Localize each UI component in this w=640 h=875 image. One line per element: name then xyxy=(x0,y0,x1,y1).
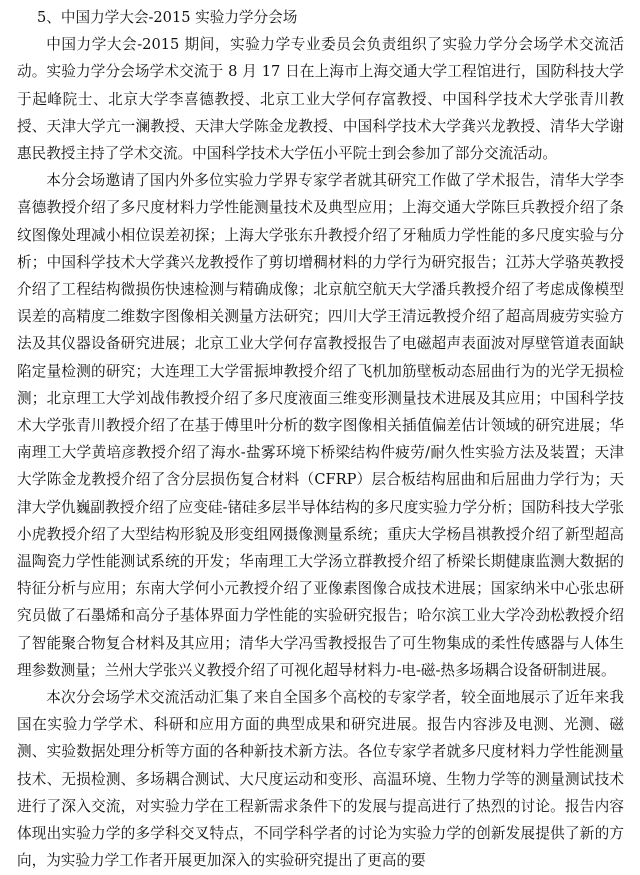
paragraph-session-overview: 中国力学大会-2015 期间，实验力学专业委员会负责组织了实验力学分会场学术交流活动。实验力学分会场学术交流于 8 月 17 日在上海市上海交通大学工程馆进行，国防科技大学于起峰院士、北京大学李喜德教授、北京工业大学何存富教授、中国科学技术大学张青川教授、天津大学亢一澜教授、天津大学陈金龙教授、中国科学技术大学龚兴龙教授、清华大学谢惠民教授主持了学术交流。中国科学技术大学伍小平院士到会参加了部分交流活动。 xyxy=(17,36,624,163)
section-heading: 5、中国力学大会-2015 实验力学分会场 xyxy=(37,9,298,26)
paragraph-summary: 本次分会场学术交流活动汇集了来自全国多个高校的专家学者，较全面地展示了近年来我国在实验力学学术、科研和应用方面的典型成果和研究进展。报告内容涉及电测、光测、磁测、实验数据处理分析等方面的各种新技术新方法。各位专家学者就多尺度材料力学性能测量技术、无损检测、多场耦合测试、大尺度运动和变形、高温环境、生物力学等的测量测试技术进行了深入交流，对实验力学在工程新需求条件下的发展与提高进行了热烈的讨论。报告内容体现出实验力学的多学科交叉特点，不同学科学者的讨论为实验力学的创新发展提供了新的方向，为实验力学工作者开展更加深入的实验研究提出了更高的要 xyxy=(17,689,624,870)
paragraph-reports: 本分会场邀请了国内外多位实验力学界专家学者就其研究工作做了学术报告，清华大学李喜德教授介绍了多尺度材料力学性能测量技术及典型应用；上海交通大学陈巨兵教授介绍了条纹图像处理减小相位误差初探；上海大学张东升教授介绍了牙釉质力学性能的多尺度实验与分析；中国科学技术大学龚兴龙教授作了剪切增稠材料的力学行为研究报告；江苏大学骆英教授介绍了工程结构微损伤快速检测与精确成像；北京航空航天大学潘兵教授介绍了考虑成像模型误差的高精度二维数字图像相关测量方法研究；四川大学王清远教授介绍了超高周疲劳实验方法及其仪器设备研究进展；北京工业大学何存富教授报告了电磁超声表面波对厚壁管道表面缺陷定量检测的研究；大连理工大学雷振坤教授介绍了飞机加筋壁板动态屈曲行为的光学无损检测；北京理工大学刘战伟教授介绍了多尺度液面三维变形测量技术进展及其应用；中国科学技术大学张青川教授介绍了在基于傅里叶分析的数字图像相关插值偏差估计领域的研究进展；华南理工大学黄培彦教授介绍了海水-盐雾环境下桥梁结构件疲劳/耐久性实验方法及装置；天津大学陈金龙教授介绍了含分层损伤复合材料（CFRP）层合板结构屈曲和后屈曲力学行为；天津大学仇巍副教授介绍了应变硅-锗硅多层半导体结构的多尺度实验力学分析；国防科技大学张小虎教授介绍了大型结构形貌及形变组网摄像测量系统；重庆大学杨昌祺教授介绍了新型超高温陶瓷力学性能测试系统的开发；华南理工大学汤立群教授介绍了桥梁长期健康监测大数据的特征分析与应用；东南大学何小元教授介绍了亚像素图像合成技术进展；国家纳米中心张忠研究员做了石墨烯和高分子基体界面力学性能的实验研究报告；哈尔滨工业大学冷劲松教授介绍了智能聚合物复合材料及其应用；清华大学冯雪教授报告了可生物集成的柔性传感器与人体生理参数测量；兰州大学张兴义教授介绍了可视化超导材料力-电-磁-热多场耦合设备研制进展。 xyxy=(17,172,624,679)
